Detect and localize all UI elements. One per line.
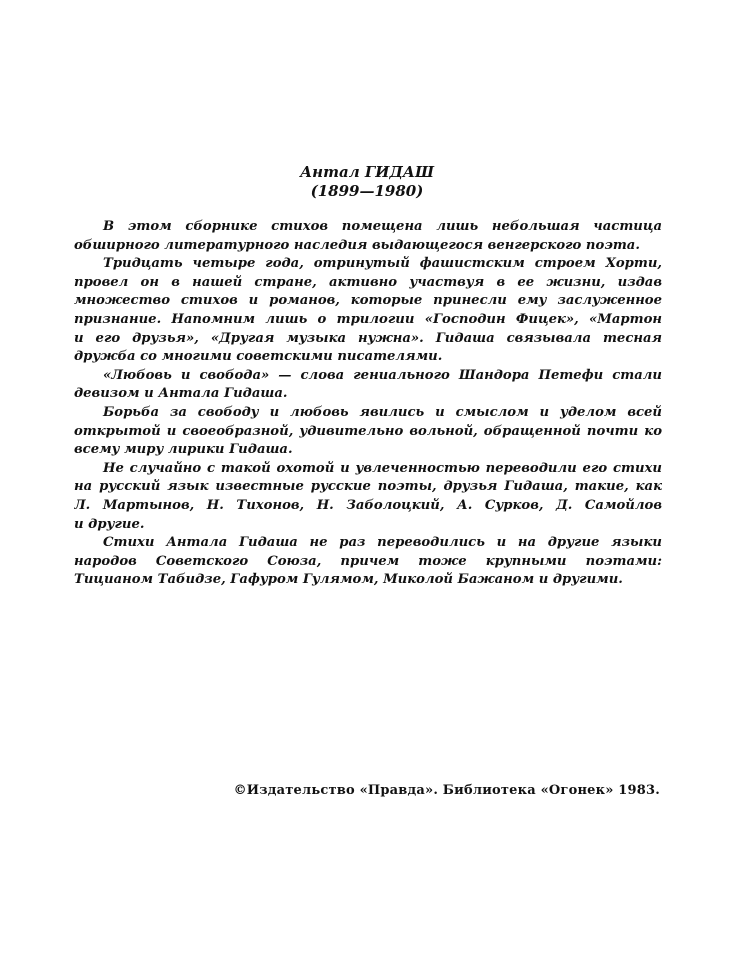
paragraph <box>74 367 662 404</box>
text-line: дружба со многими советскими писателями. <box>74 349 443 365</box>
paragraph <box>74 255 662 367</box>
text-line: «Любовь и свобода» — слова гениального Шандора Петефи стали <box>103 367 662 383</box>
text-line: множество стихов и романов, которые принесли ему заслуженное <box>74 293 662 309</box>
paragraph <box>74 460 662 534</box>
text-line: Л. Мартынов, Н. Тихонов, Н. Заболоцкий, А. Сурков, Д. Самойлов <box>74 497 662 513</box>
text-line: девизом и Антала Гидаша. <box>74 386 288 402</box>
text-line: Борьба за свободу и любовь явились и смыслом и уделом всей <box>103 404 662 420</box>
text-line: на русский язык известные русские поэты, друзья Гидаша, такие, как <box>74 479 662 495</box>
copyright-line: ©Издательство «Правда». Библиотека «Огонек» 1983. <box>233 783 660 798</box>
author-name: Антал ГИДАШ <box>299 163 435 181</box>
text-line: признание. Напомним лишь о трилогии «Господин Фицек», «Мартон <box>74 311 662 327</box>
paragraph <box>74 534 662 590</box>
text-line: Тицианом Табидзе, Гафуром Гулямом, Миколой Бажаном и другими. <box>74 572 623 588</box>
text-line: и его друзья», «Другая музыка нужна». Гидаша связывала тесная <box>74 330 662 346</box>
text-line: народов Советского Союза, причем тоже крупными поэтами: <box>74 553 662 569</box>
text-line: провел он в нашей стране, активно участвуя в ее жизни, издав <box>74 274 662 290</box>
paragraph <box>74 404 662 460</box>
author-years: (1899—1980) <box>310 182 424 200</box>
text-line: и другие. <box>74 516 145 532</box>
text-line: Стихи Антала Гидаша не раз переводились и на другие языки <box>103 535 662 551</box>
biography-text <box>74 218 662 590</box>
text-line: Тридцать четыре года, отринутый фашистским строем Хорти, <box>103 256 662 272</box>
text-line: В этом сборнике стихов помещена лишь небольшая частица <box>103 219 662 234</box>
author-header <box>0 163 734 201</box>
text-line: Не случайно с такой охотой и увлеченностью переводили его стихи <box>103 460 662 476</box>
text-line: всему миру лирики Гидаша. <box>74 442 293 458</box>
text-line: обширного литературного наследия выдающегося венгерского поэта. <box>74 237 640 253</box>
paragraph <box>74 218 662 255</box>
text-line: открытой и своеобразной, удивительно вольной, обращенной почти ко <box>74 423 662 439</box>
